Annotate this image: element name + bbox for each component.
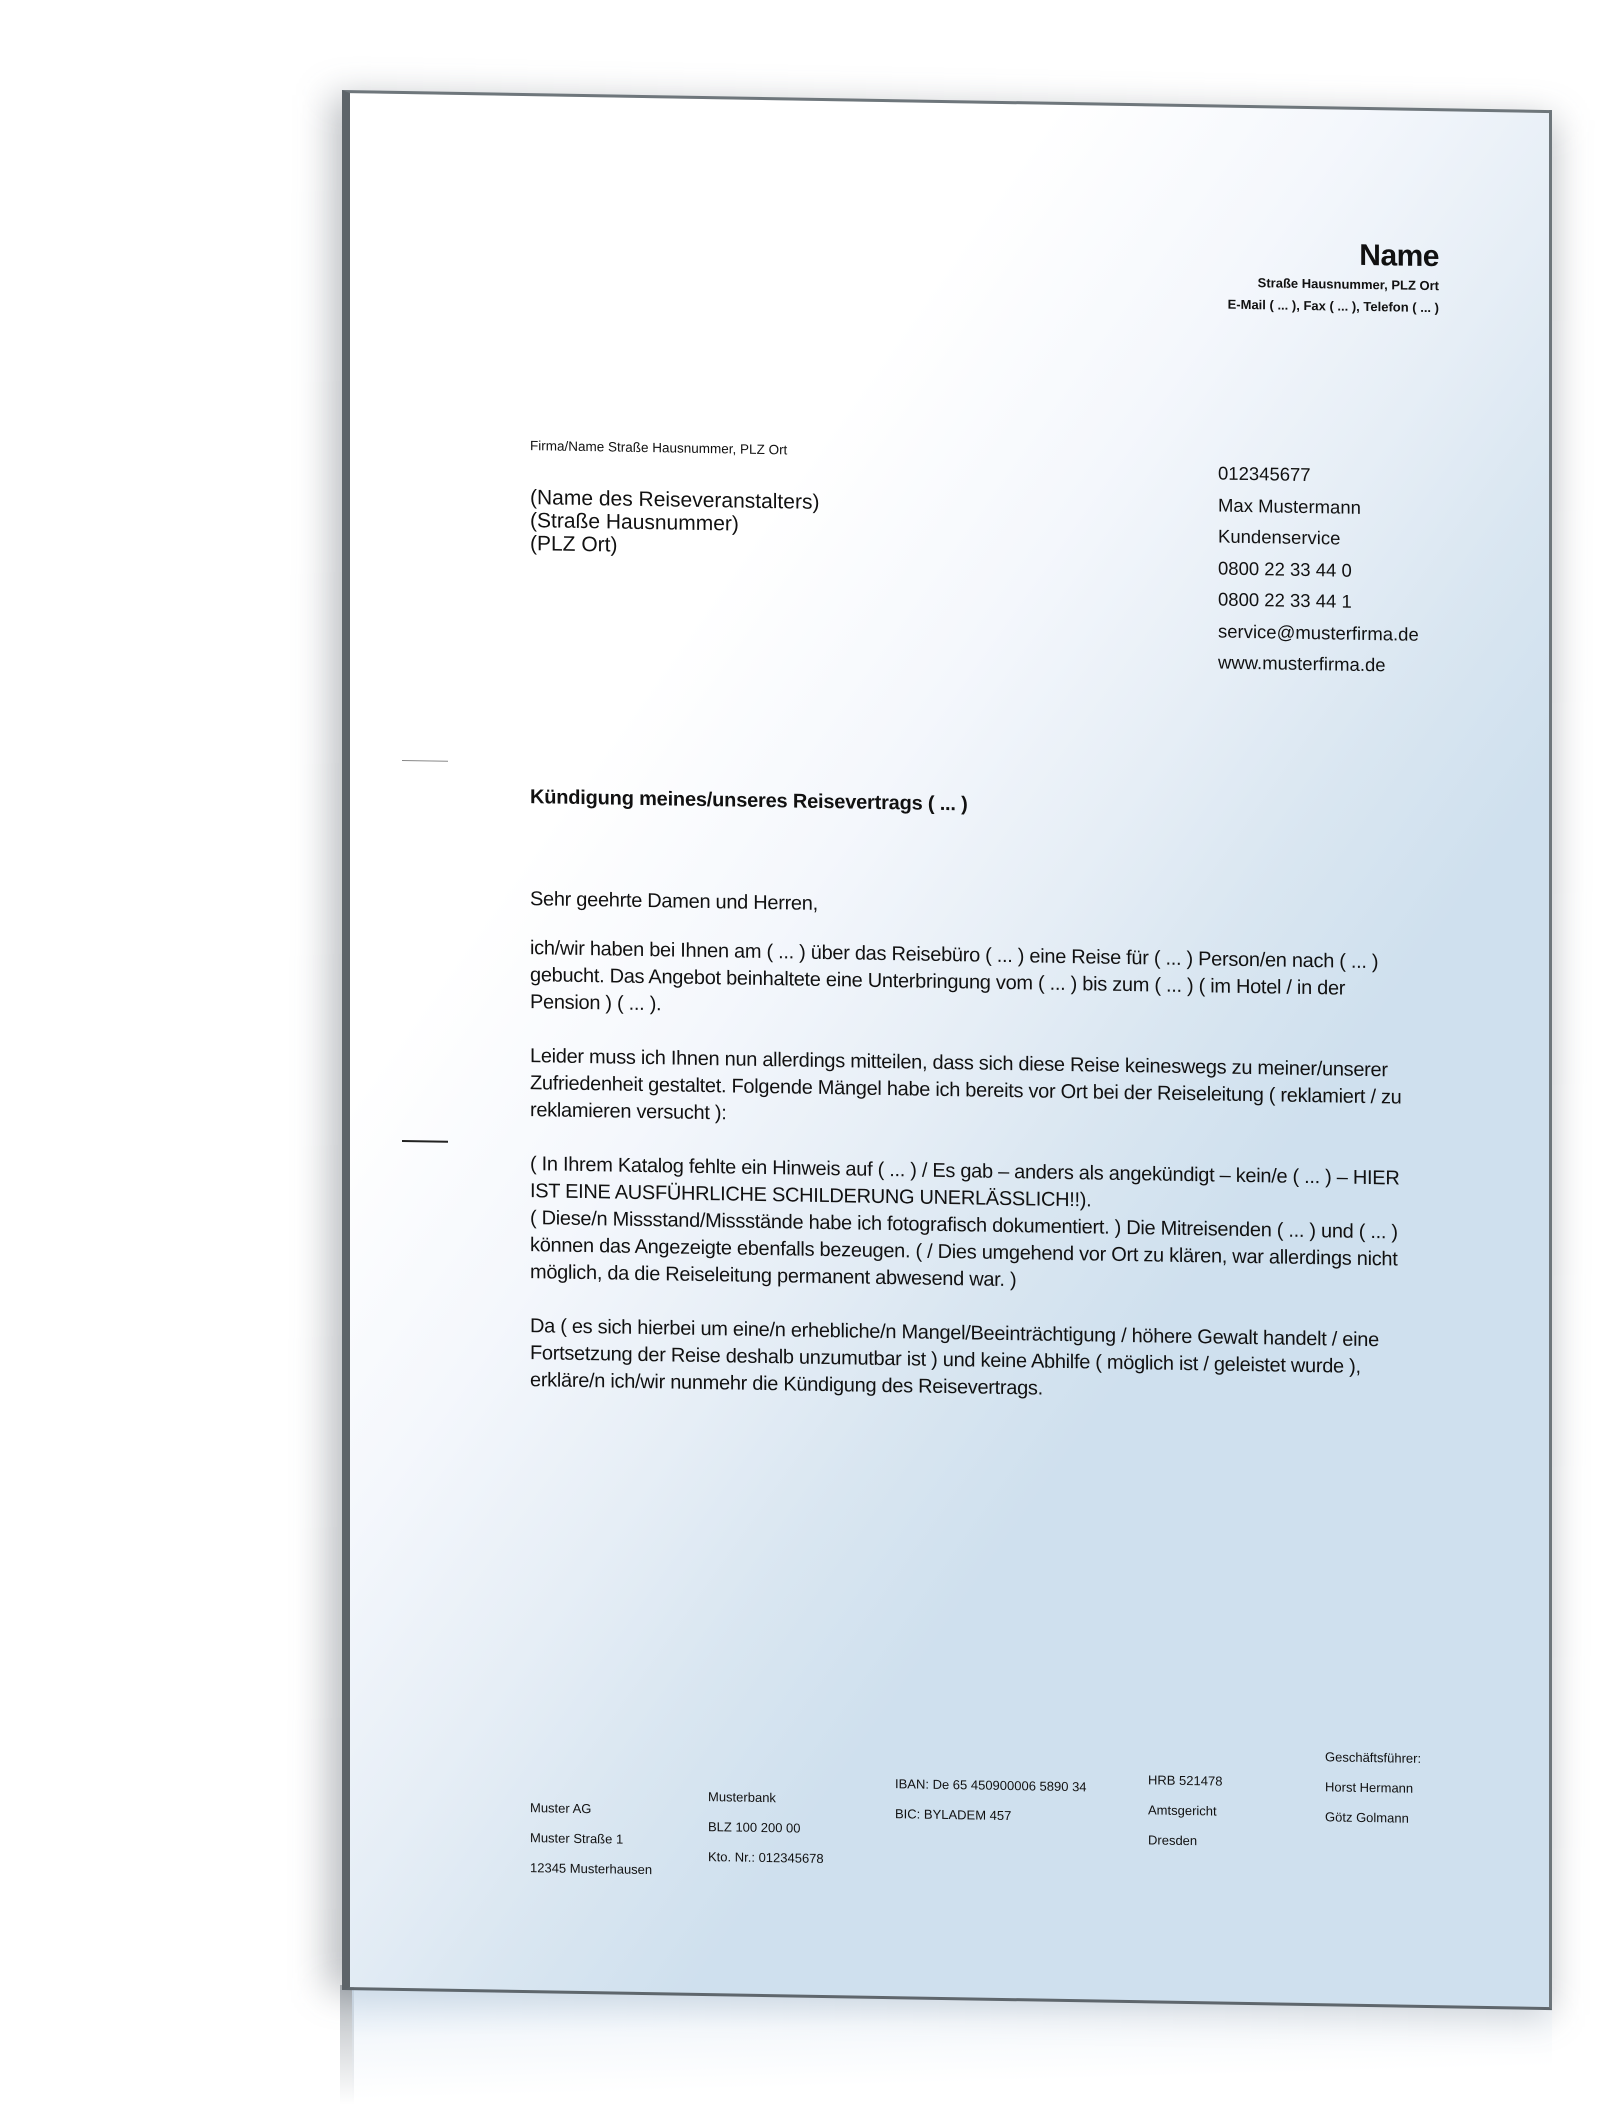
salutation: Sehr geehrte Damen und Herren, bbox=[530, 888, 818, 915]
sender-name: Name bbox=[1359, 238, 1439, 274]
contact-website: www.musterfirma.de bbox=[1218, 651, 1386, 676]
footer-company bbox=[530, 1793, 652, 1885]
body-paragraph-defects: ( In Ihrem Katalog fehlte ein Hinweis auf ( ... ) / Es gab – anders als angekündigt – kein/e ( ... ) – HIER IST EINE AUSFÜHRLICHE SCHILDERUNG UNERLÄSSLICH!!). bbox=[530, 1153, 1400, 1212]
footer-management-label: Geschäftsführer: bbox=[1325, 1749, 1422, 1766]
body-paragraph-complaint: Leider muss ich Ihnen nun allerdings mitteilen, dass sich diese Reise keineswegs zu meiner/unserer Zufriedenheit gestaltet. Folgende Mängel habe ich bereits vor Ort bei der Reiseleitung ( reklamiert / zu reklamieren versucht ): bbox=[530, 1045, 1402, 1125]
contact-department: Kundenservice bbox=[1218, 525, 1341, 549]
footer-account-number: Kto. Nr.: 012345678 bbox=[708, 1849, 824, 1866]
contact-fax: 0800 22 33 44 1 bbox=[1218, 588, 1352, 612]
recipient-city: (PLZ Ort) bbox=[530, 532, 618, 557]
body-paragraph-booking: ich/wir haben bei Ihnen am ( ... ) über das Reisebüro ( ... ) eine Reise für ( ... ) Person/en nach ( ... ) gebucht. Das Angebot beinhaltete eine Unterbringung vom ( ... ) bis zum ( ... ) ( im Hotel / in der Pension ) ( ... ). bbox=[530, 937, 1379, 1016]
letter-footer bbox=[530, 1749, 1450, 1878]
footer-company-city: 12345 Musterhausen bbox=[530, 1860, 653, 1878]
footer-manager-2: Götz Golmann bbox=[1325, 1809, 1409, 1826]
fold-mark-top bbox=[402, 760, 448, 762]
sender-address: Straße Hausnummer, PLZ Ort bbox=[1257, 275, 1439, 294]
footer-bank-name: Musterbank bbox=[708, 1789, 776, 1806]
footer-court: Amtsgericht bbox=[1148, 1802, 1217, 1819]
footer-company-name: Muster AG bbox=[530, 1800, 592, 1817]
recipient-street: (Straße Hausnummer) bbox=[530, 509, 739, 536]
footer-management bbox=[1325, 1742, 1421, 1834]
contact-email: service@musterfirma.de bbox=[1218, 620, 1419, 645]
body-paragraph-evidence: ( Diese/n Missstand/Missstände habe ich fotografisch dokumentiert. ) Die Mitreisenden ( ... ) und ( ... ) können das Angezeigte ebenfalls bezeugen. ( / Dies umgehend vor Ort zu klären, war allerdings nicht möglich, da die Reiseleitung permanent abwesend war. ) bbox=[530, 1207, 1398, 1292]
footer-bank-code: BLZ 100 200 00 bbox=[708, 1819, 801, 1836]
fold-mark-middle bbox=[402, 1140, 448, 1143]
footer-bic: BIC: BYLADEM 457 bbox=[895, 1806, 1012, 1824]
footer-bank bbox=[708, 1782, 824, 1874]
sender-contact: E-Mail ( ... ), Fax ( ... ), Telefon ( ... ) bbox=[1227, 296, 1439, 316]
contact-phone: 0800 22 33 44 0 bbox=[1218, 557, 1352, 581]
footer-manager-1: Horst Hermann bbox=[1325, 1779, 1414, 1796]
return-address: Firma/Name Straße Hausnummer, PLZ Ort bbox=[530, 438, 788, 458]
footer-court-city: Dresden bbox=[1148, 1832, 1198, 1849]
footer-company-street: Muster Straße 1 bbox=[530, 1830, 624, 1847]
footer-iban-number: IBAN: De 65 450900006 5890 34 bbox=[895, 1776, 1087, 1795]
letter-content bbox=[350, 93, 1549, 2007]
letter-subject: Kündigung meines/unseres Reisevertrags ( ... ) bbox=[530, 786, 968, 816]
footer-iban bbox=[895, 1769, 1087, 1832]
footer-register bbox=[1148, 1765, 1222, 1856]
recipient-name: (Name des Reiseveranstalters) bbox=[530, 486, 820, 514]
letter-body bbox=[530, 886, 1420, 1436]
sender-block bbox=[1228, 236, 1439, 320]
footer-hrb: HRB 521478 bbox=[1148, 1772, 1223, 1789]
letter-page bbox=[342, 90, 1552, 2010]
contact-reference-number: 012345677 bbox=[1218, 462, 1311, 486]
contact-person: Max Mustermann bbox=[1218, 494, 1361, 518]
recipient-block bbox=[530, 486, 819, 560]
body-paragraph-termination: Da ( es sich hierbei um eine/n erhebliche/n Mangel/Beeinträchtigung / höhere Gewalt handelt / eine Fortsetzung der Reise deshalb unzumutbar ist ) und keine Abhilfe ( möglich ist / geleistet wurde ), erkläre/n ich/wir nunmehr die Kündigung des Reisevertrags. bbox=[530, 1315, 1379, 1400]
contact-block bbox=[1218, 458, 1419, 682]
